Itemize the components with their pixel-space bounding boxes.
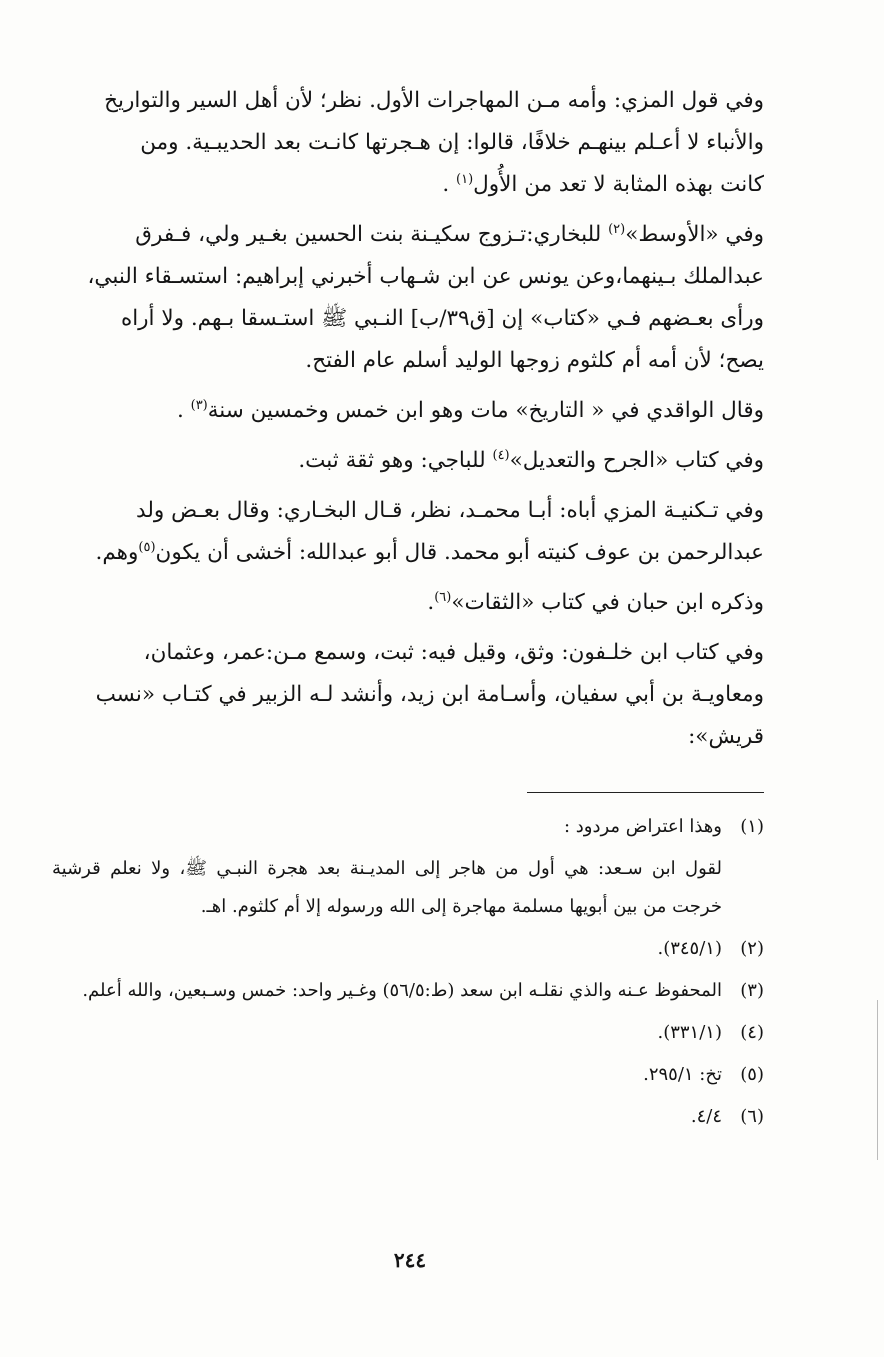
paragraph [52,490,764,574]
footnote-ref: (٣) [190,397,208,413]
footnote-text: (٣٣١/١). [657,1022,722,1043]
text-line: وفي كتاب ابن خلـفون: وثق، وقيل فيه: ثبت، وسمع مـن:عمر، وعثمان، [143,640,764,665]
footnote [52,1098,764,1136]
footnote-text: وهذا اعتراض مردود : [563,816,722,837]
footnote-number: (٤) [740,1022,764,1043]
text-line: قريش»: [688,724,764,749]
text-segment: وفي كتاب «الجرح والتعديل» [509,448,764,473]
paragraph [52,80,764,206]
footnote-text: ٤/٤. [690,1106,722,1127]
text-line: ورأى بعـضهم فـي «كتاب» إن [ق٣٩/ب] النـبي ﷺ استـسقا بـهم. ولا أراه [120,306,764,331]
footnote [52,972,764,1010]
text-segment: وذكره ابن حبان في كتاب «الثقات» [451,590,764,615]
text-line: ومعاويـة بن أبي سفيان، وأسـامة ابن زيد، وأنشد لـه الزبير في كتـاب «نسب [95,682,764,707]
footnote-number: (١) [740,816,764,837]
text-segment: كانت بهذه المثابة لا تعد من الأُول [473,172,764,197]
footnote-ref: (٤) [492,447,510,463]
page-edge-line [877,1000,878,1160]
footnote-number: (٢) [740,938,764,959]
text-line: عبدالملك بـينهما،وعن يونس عن ابن شـهاب أخبرني إبراهيم: استسـقاء النبي، [87,264,764,289]
paragraph [52,390,764,432]
footnote-ref: (٦) [434,589,452,605]
text-line [52,532,764,574]
footnote-text: المحفوظ عـنه والذي نقلـه ابن سعد (ط:٥٦/٥) وغـير واحد: خمس وسـبعين، والله أعلم. [82,980,722,1001]
text-line: وفي تـكنيـة المزي أباه: أبـا محمـد، نظر، قـال البخـاري: وقال بعـض ولد [136,498,764,523]
text-line [52,214,764,256]
text-segment: . [442,172,456,197]
text-line: يصح؛ لأن أمه أم كلثوم زوجها الوليد أسلم عام الفتح. [305,348,764,373]
paragraph [52,632,764,758]
footnote-number: (٥) [740,1064,764,1085]
footnote-ref: (٢) [608,221,626,237]
main-text [52,80,764,766]
paragraph [52,582,764,624]
footnote-number: (٣) [740,980,764,1001]
text-segment: للباجي: وهو ثقة ثبت. [298,448,493,473]
text-segment: للبخاري:تـزوج سكيـنة بنت الحسين بغـير ولي، فـفرق [135,222,609,247]
footnote [52,930,764,968]
text-line: والأنباء لا أعـلم بينهـم خلافًا، قالوا: إن هـجرتها كانـت بعد الحديبـية. ومن [140,130,764,155]
text-line: وفي قول المزي: وأمه مـن المهاجرات الأول. نظر؛ لأن أهل السير والتواريخ [104,88,764,113]
text-segment: وقال الواقدي في « التاريخ» مات وهو ابن خمس وخمسين سنة [207,398,764,423]
footnote [52,1056,764,1094]
footnote-ref: (٥) [138,539,156,555]
footnote-number: (٦) [740,1106,764,1127]
footnote-ref: (١) [456,171,474,187]
footnote-text: (٣٤٥/١). [657,938,722,959]
text-segment: وهم. [95,540,139,565]
text-line [52,164,764,206]
text-segment: وفي «الأوسط» [625,222,764,247]
footnote-separator [527,792,764,793]
footnote-continuation: لقول ابن سـعد: هي أول من هاجر إلى المديـنة بعد هجرة النبـي ﷺ، ولا نعلم قرشية خرجت من بين أبويها مسلمة مهاجرة إلى الله ورسوله إلا أم كلثوم. اهـ. [52,858,722,917]
footnote-text: تخ: ٢٩٥/١. [643,1064,722,1085]
page-number: ٢٤٤ [393,1248,427,1272]
text-segment: . [427,590,435,615]
text-segment: . [176,398,191,423]
footnote [52,1014,764,1052]
paragraph [52,440,764,482]
footnote [52,808,764,846]
paragraph [52,214,764,382]
text-segment: عبدالرحمن بن عوف كنيته أبو محمد. قال أبو عبدالله: أخشى أن يكون [155,540,764,565]
footnotes [52,808,764,1140]
